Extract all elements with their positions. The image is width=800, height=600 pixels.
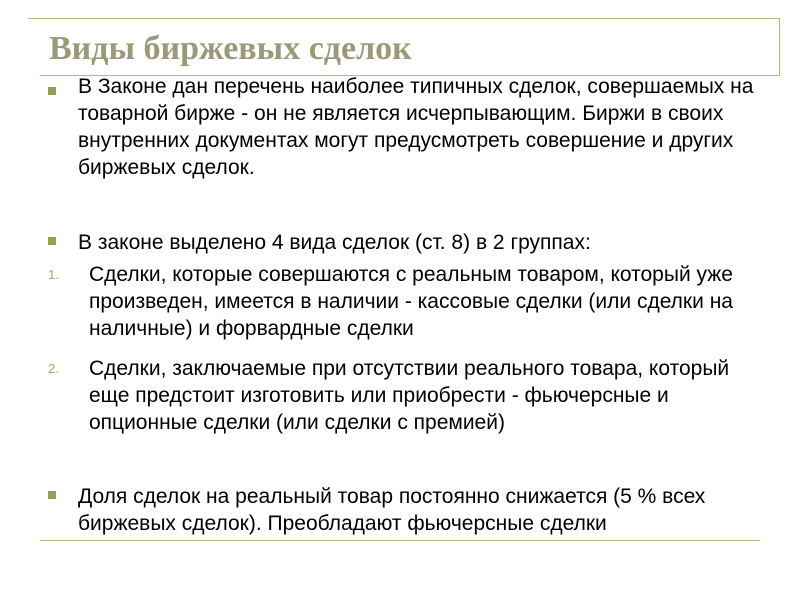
list-item: Доля сделок на реальный товар постоянно снижается (5 % всех биржевых сделок). Преобладают фьючерсные сделки <box>78 485 706 535</box>
square-bullet-icon <box>48 237 56 245</box>
list-item: В Законе дан перечень наиболее типичных сделок, совершаемых на товарной бирже - он не является исчерпывающим. Биржи в своих внутренних документах могут предусмотреть совершение и других биржевых сделок. <box>78 75 754 179</box>
list-item: Сделки, заключаемые при отсутствии реального товара, который еще предстоит изготовить или приобрести - фьючерсные и опционные сделки (или сделки с премией) <box>89 357 730 434</box>
list-item: В законе выделено 4 вида сделок (ст. 8) в 2 группах: <box>78 231 591 254</box>
list-number: 1. <box>48 267 59 282</box>
square-bullet-icon <box>48 491 56 499</box>
slide-right-border <box>779 18 780 76</box>
list-item: Сделки, которые совершаются с реальным товаром, который уже произведен, имеется в наличии - кассовые сделки (или сделки на наличные) и форвардные сделки <box>89 263 733 340</box>
square-bullet-icon <box>48 87 56 95</box>
slide-bottom-border <box>40 540 760 541</box>
slide-top-border <box>28 18 780 19</box>
slide-title: Виды биржевых сделок <box>49 30 412 67</box>
list-number: 2. <box>48 361 59 376</box>
